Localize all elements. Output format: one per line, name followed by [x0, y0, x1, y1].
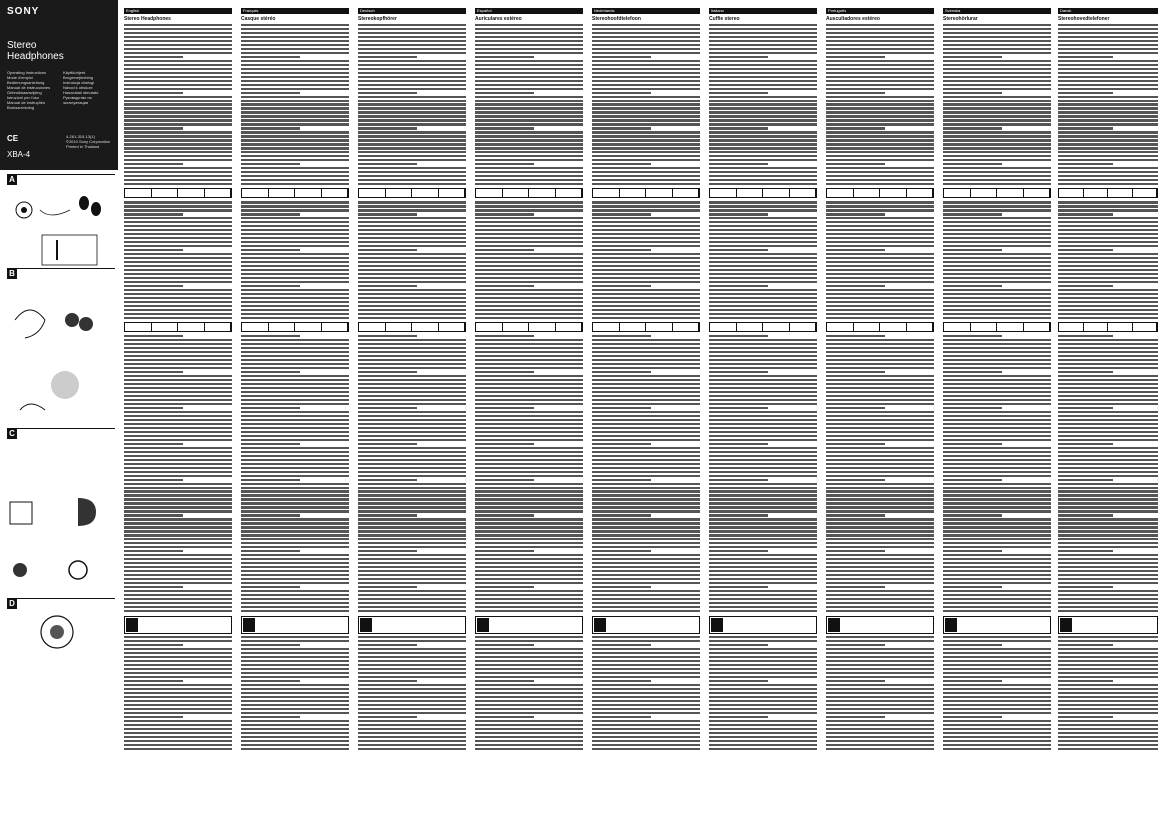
- body-text: [826, 24, 934, 750]
- figure-a-label: A: [7, 175, 17, 185]
- column-english: English Stereo Headphones: [124, 8, 232, 818]
- model-number: XBA-4: [7, 150, 31, 159]
- column-spanish: Español Auriculares estéreo: [475, 8, 583, 818]
- brand-logo: SONY: [7, 6, 40, 17]
- column-german: Deutsch Stereokopfhörer: [358, 8, 466, 818]
- column-dutch: Nederlands Stereohoofdtelefoon: [592, 8, 700, 818]
- body-text: [124, 24, 232, 750]
- body-text: [943, 24, 1051, 750]
- body-text: [1058, 24, 1158, 750]
- figure-b-illustration: [10, 290, 115, 430]
- figure-c-illustration: [8, 490, 113, 590]
- figure-b-label: B: [7, 269, 17, 279]
- column-french: Français Casque stéréo: [241, 8, 349, 818]
- product-title: Stereo Headphones: [7, 40, 64, 62]
- column-italian: Italiano Cuffie stereo: [709, 8, 817, 818]
- body-text: [709, 24, 817, 750]
- column-swedish: Svenska Stereohörlurar: [943, 8, 1051, 818]
- column-danish: Dansk Stereohovedtelefoner: [1058, 8, 1158, 818]
- ce-mark: CE: [7, 134, 19, 143]
- body-text: [241, 24, 349, 750]
- column-portuguese: Português Auscultadores estéreo: [826, 8, 934, 818]
- figure-c-label: C: [7, 429, 17, 439]
- language-list: Operating Instructions Mode d'emploi Bedienungsanleitung Manual de instrucciones Gebruiksaanwijzing Istruzioni per l'uso Manual de instruções Bruksanvisning Käyttöohjeet Brugervejledning Instrukcja obsługi Návod k obsluze Használati útmutató Руководство по эксплуатации: [7, 70, 99, 110]
- figures-panel: [0, 170, 118, 827]
- part-code: 4-261-315-13(1) ©2010 Sony Corporation Printed in Thailand: [66, 134, 111, 149]
- figure-d-label: D: [7, 599, 17, 609]
- body-text: [592, 24, 700, 750]
- cover-panel: [0, 0, 118, 170]
- body-text: [475, 24, 583, 750]
- body-text: [358, 24, 466, 750]
- figure-a-illustration: [12, 185, 112, 270]
- figure-d-illustration: [35, 610, 95, 655]
